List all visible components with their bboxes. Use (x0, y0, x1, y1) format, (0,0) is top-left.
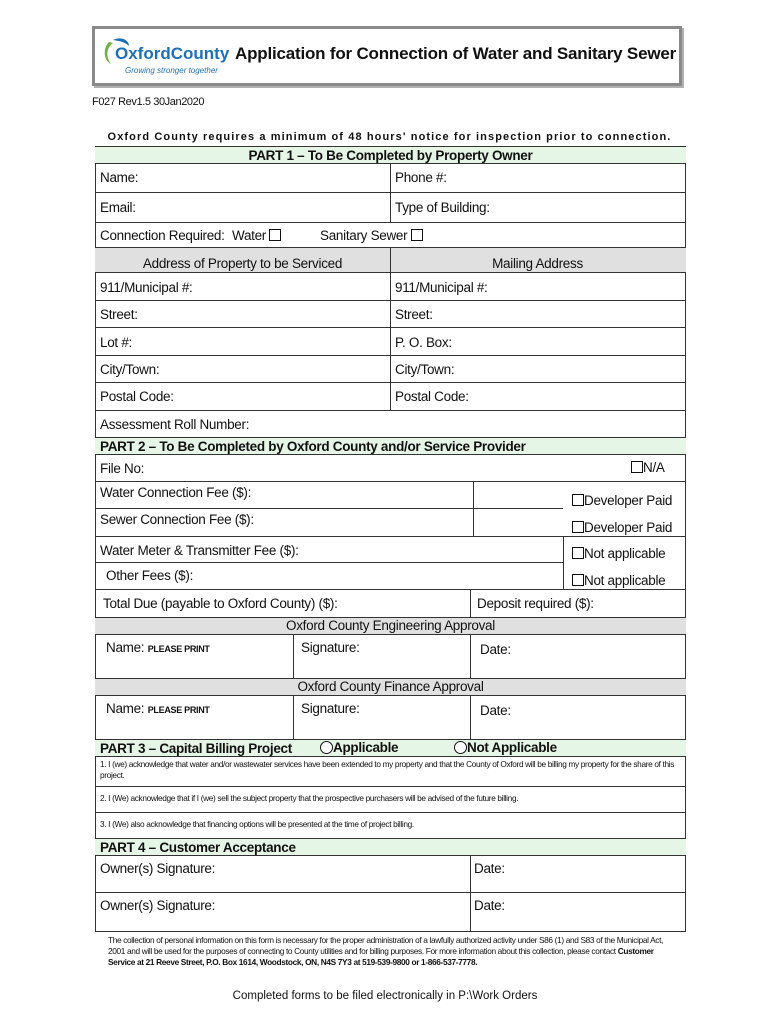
sewer-developer-paid[interactable] (572, 520, 672, 535)
mailing-pobox-label: P. O. Box: (395, 335, 452, 350)
owner-date-label-1: Date: (474, 861, 505, 876)
water-developer-paid[interactable] (572, 493, 672, 508)
building-type-field[interactable] (391, 193, 685, 222)
form-header (92, 26, 682, 86)
water-developer-paid-checkbox[interactable] (572, 494, 584, 506)
other-fees-label: Other Fees ($): (106, 568, 194, 583)
divider (95, 589, 686, 590)
part4-title: PART 4 – Customer Acceptance (100, 840, 296, 855)
meter-fee-label: Water Meter & Transmitter Fee ($): (100, 543, 299, 558)
meter-not-applicable-checkbox[interactable] (572, 547, 584, 559)
divider (95, 355, 686, 356)
form-body (95, 146, 686, 932)
logo-tagline: Growing stronger together (125, 66, 218, 75)
acknowledgement-1: 1. I (we) acknowledge that water and/or wastewater services have been extended to my property and that the County of Oxford will be billing my property for the share of this project. (100, 759, 675, 780)
part4-bar (95, 838, 686, 856)
divider (95, 481, 686, 482)
deposit-required-label: Deposit required ($): (477, 596, 594, 611)
applicable-option[interactable] (320, 740, 398, 755)
part3-title: PART 3 – Capital Billing Project (100, 741, 292, 756)
divider (95, 562, 563, 563)
owner-date-field-1[interactable] (471, 856, 685, 892)
inspection-notice: Oxford County requires a minimum of 48 hours' notice for inspection prior to connection. (107, 131, 672, 143)
mailing-street-label: Street: (395, 307, 433, 322)
sewer-developer-paid-checkbox[interactable] (572, 521, 584, 533)
sewer-checkbox[interactable] (411, 229, 423, 241)
not-applicable-label: Not applicable (584, 546, 666, 561)
owner-signature-field-1[interactable] (96, 856, 470, 892)
divider (95, 786, 686, 787)
owner-date-field-2[interactable] (471, 893, 685, 932)
owner-signature-label-2: Owner(s) Signature: (100, 898, 216, 913)
finance-heading-bar (95, 678, 686, 696)
not-applicable-radio[interactable] (454, 741, 467, 754)
water-option[interactable] (232, 228, 281, 243)
finance-date-field[interactable] (471, 696, 685, 739)
building-type-label: Type of Building: (395, 200, 490, 215)
developer-paid-label: Developer Paid (584, 493, 673, 508)
not-applicable-label: Not applicable (584, 573, 666, 588)
name-label: Name: (106, 640, 145, 655)
finance-signature-field[interactable] (294, 696, 470, 739)
engineering-signature-label: Signature: (301, 640, 360, 655)
acknowledgement-3: 3. I (We) also acknowledge that financing options will be presented at the time of project billing. (100, 819, 414, 829)
assessment-roll-label: Assessment Roll Number: (100, 417, 250, 432)
oxford-county-logo (101, 34, 231, 78)
engineering-name-field[interactable] (96, 635, 293, 678)
divider (473, 508, 563, 509)
divider (390, 247, 391, 410)
meter-not-applicable[interactable] (572, 546, 665, 561)
email-field[interactable] (96, 193, 390, 222)
acknowledgement-2: 2. I (We) acknowledge that if I (we) sell the subject property that the prospective purchasers will be advised of the future billing. (100, 793, 519, 803)
divider (95, 410, 686, 411)
divider (95, 327, 686, 328)
na-option[interactable] (631, 460, 665, 475)
customer-service-contact: Customer Service at 21 Reeve Street, P.O. Box 1614, Woodstock, ON, N4S 7Y3 at 519-539-9800 or 1-866-537-7778. (108, 946, 654, 967)
sewer-option[interactable] (320, 228, 423, 243)
privacy-notice (108, 935, 673, 968)
please-print-note: PLEASE PRINT (147, 644, 210, 654)
form-title: Application for Connection of Water and Sanitary Sewer (235, 44, 677, 63)
connection-required-label: Connection Required: (100, 228, 225, 243)
engineering-approval-heading: Oxford County Engineering Approval (286, 618, 495, 633)
owner-signature-field-2[interactable] (96, 893, 470, 932)
form-revision: F027 Rev1.5 30Jan2020 (92, 96, 205, 108)
divider (95, 931, 686, 932)
part1-title: PART 1 – To Be Completed by Property Owner (248, 148, 533, 163)
divider (95, 508, 473, 509)
part2-bar (95, 437, 686, 455)
phone-label: Phone #: (395, 170, 447, 185)
owner-date-label-2: Date: (474, 898, 505, 913)
applicable-radio[interactable] (320, 741, 333, 754)
engineering-heading-bar (95, 617, 686, 635)
divider (563, 536, 564, 589)
na-checkbox[interactable] (631, 461, 643, 473)
finance-date-label: Date: (480, 703, 511, 718)
developer-paid-label: Developer Paid (584, 520, 673, 535)
name-label: Name: (100, 170, 139, 185)
water-checkbox[interactable] (269, 229, 281, 241)
phone-field[interactable] (391, 164, 685, 192)
finance-signature-label: Signature: (301, 701, 360, 716)
sewer-fee-label: Sewer Connection Fee ($): (100, 512, 254, 527)
sewer-label: Sanitary Sewer (320, 228, 408, 243)
not-applicable-label: Not Applicable (467, 740, 557, 755)
engineering-date-field[interactable] (471, 635, 685, 678)
other-not-applicable-checkbox[interactable] (572, 574, 584, 586)
please-print-note: PLEASE PRINT (147, 705, 210, 715)
divider (95, 382, 686, 383)
divider (470, 589, 471, 617)
mailing-municipal-label: 911/Municipal #: (395, 280, 488, 295)
property-postal-label: Postal Code: (100, 389, 174, 404)
mailing-city-label: City/Town: (395, 362, 455, 377)
logo-text: OxfordCounty (115, 44, 230, 63)
name-label: Name: (106, 701, 145, 716)
divider (95, 812, 686, 813)
mailing-postal-label: Postal Code: (395, 389, 469, 404)
other-not-applicable[interactable] (572, 573, 665, 588)
total-due-label: Total Due (payable to Oxford County) ($): (103, 596, 338, 611)
divider (95, 536, 686, 537)
applicable-label: Applicable (333, 740, 399, 755)
part2-title: PART 2 – To Be Completed by Oxford County and/or Service Provider (100, 439, 526, 454)
privacy-text: The collection of personal information on this form is necessary for the proper administration of a lawfully authorized activity under S86 (1) and S83 of the Municipal Act, 2001 and will be used for the purposes of connecting to County utilities and for billing purposes. For more information about this collection, please contact (108, 935, 664, 956)
property-city-label: City/Town: (100, 362, 160, 377)
email-label: Email: (100, 200, 136, 215)
engineering-signature-field[interactable] (294, 635, 470, 678)
filing-instructions: Completed forms to be filed electronically in P:\Work Orders (232, 990, 538, 1002)
water-label: Water (232, 228, 267, 243)
property-municipal-label: 911/Municipal #: (100, 280, 193, 295)
not-applicable-option[interactable] (454, 740, 557, 755)
property-street-label: Street: (100, 307, 138, 322)
engineering-date-label: Date: (480, 642, 511, 657)
mailing-address-heading: Mailing Address (492, 256, 583, 271)
owner-signature-label-1: Owner(s) Signature: (100, 861, 216, 876)
water-fee-label: Water Connection Fee ($): (100, 485, 252, 500)
finance-name-field[interactable] (96, 696, 293, 739)
divider (95, 222, 686, 223)
part1-bar (95, 146, 686, 164)
property-lot-label: Lot #: (100, 335, 132, 350)
property-address-heading: Address of Property to be Serviced (142, 256, 343, 271)
name-field[interactable] (96, 164, 390, 192)
na-label: N/A (643, 460, 665, 475)
divider (95, 300, 686, 301)
file-no-label: File No: (100, 461, 145, 476)
finance-approval-heading: Oxford County Finance Approval (297, 679, 484, 694)
